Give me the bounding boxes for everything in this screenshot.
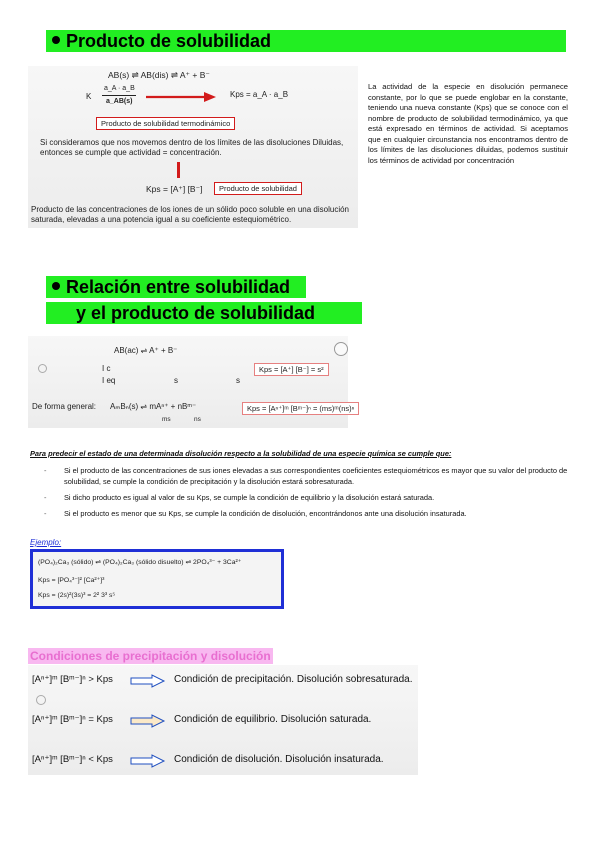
condition-expression: [Aⁿ⁺]ᵐ [Bᵐ⁻]ⁿ < Kps <box>32 754 113 765</box>
section-title-producto-solubilidad: Producto de solubilidad <box>46 30 566 52</box>
side-explanation: La actividad de la especie en disolución permanece constante, por lo que se puede englobar en la constante, teniendo una nueva constante (Kps) que se conoce con el nombre de producto de solubilidad termodinámico, ya que está expresado en términos de actividad. Si aceptamos que en cualquier circunstancia nos encontramos dentro de los límites de las disoluciones diluidas, podemos sustituir los términos de actividad por concentración <box>368 82 568 165</box>
fraction-line <box>102 95 136 96</box>
decorative-circle-icon <box>38 364 47 373</box>
general-equation: AₘBₙ(s) ⇌ mAⁿ⁺ + nBᵐ⁻ <box>110 402 197 411</box>
k-label: K <box>86 92 92 101</box>
hollow-right-arrow-icon <box>130 714 166 728</box>
section-title-relacion: Relación entre solubilidad <box>46 276 306 298</box>
decorative-circle-icon <box>36 695 46 705</box>
k-denominator: a_AB(s) <box>106 98 133 105</box>
list-item: - Si el producto de las concentraciones de sus iones elevadas a sus correspondientes coeficientes estequiométricos es mayor que su valor del producto de solubilidad, se cumple la condición de precipitación y la disolución estará sobresaturada. <box>30 465 572 487</box>
list-item: - Si dicho producto es igual al valor de su Kps, se cumple la condición de equilibrio y la disolución estará saturada. <box>30 492 572 503</box>
condition-expression: [Aⁿ⁺]ᵐ [Bᵐ⁻]ⁿ = Kps <box>32 714 113 725</box>
definition-text: Producto de las concentraciones de los iones de un sólido poco soluble en una disolución saturada, elevadas a una potencia igual a su coeficiente estequiométrico. <box>31 205 349 224</box>
example-line-2: Kps = [PO₄³⁻]² [Ca²⁺]³ <box>38 577 105 584</box>
thermodynamic-product-box: Producto de solubilidad termodinámico <box>96 117 235 130</box>
bullet-icon <box>52 36 60 44</box>
example-line-3: Kps = (2s)²(3s)³ = 2² 3³ s⁵ <box>38 592 116 599</box>
row-equilibrium: I eq <box>102 376 116 385</box>
section-title-relacion-line2: y el producto de solubilidad <box>46 302 362 324</box>
s-value-2: s <box>236 376 240 385</box>
condition-expression: [Aⁿ⁺]ᵐ [Bᵐ⁻]ⁿ > Kps <box>32 674 113 685</box>
decorative-circle-icon <box>334 342 348 356</box>
condition-row-equilibrium <box>32 713 416 729</box>
s-value-1: s <box>174 376 178 385</box>
solubility-product-box: Producto de solubilidad <box>214 182 302 195</box>
ms-value: ms <box>162 416 171 423</box>
condition-text: Condición de equilibrio. Disolución saturada. <box>174 714 372 725</box>
example-label: Ejemplo: <box>30 538 62 547</box>
ksp-activity: Kps = a_A · a_B <box>230 90 289 99</box>
bullet-icon <box>52 282 60 290</box>
k-numerator: a_A · a_B <box>104 85 135 92</box>
red-right-arrow-icon <box>146 92 216 102</box>
conditions-title: Condiciones de precipitación y disolución <box>30 649 271 663</box>
solubility-relation-panel <box>28 336 355 428</box>
hollow-right-arrow-icon <box>130 674 166 688</box>
ksp-s-squared-box: Kps = [A⁺] [B⁻] = s² <box>254 363 329 376</box>
predict-heading: Para predecir el estado de una determinada disolución respecto a la solubilidad de una especie química se cumple que: <box>30 449 452 458</box>
list-item: - Si el producto es menor que su Kps, se cumple la condición de disolución, encontrándonos ante una disolución insaturada. <box>30 508 572 519</box>
red-down-marker <box>177 162 180 178</box>
ksp-concentration: Kps = [A⁺] [B⁻] <box>146 184 203 194</box>
dissociation-equation: AB(ac) ⇌ A⁺ + B⁻ <box>114 346 178 355</box>
equilibrium-equation: AB(s) ⇌ AB(dis) ⇌ A⁺ + B⁻ <box>108 70 210 80</box>
conditions-panel <box>28 665 418 775</box>
ns-value: ns <box>194 416 201 423</box>
row-initial: I c <box>102 364 111 373</box>
condition-points-list <box>30 465 572 524</box>
condition-row-precipitation <box>32 673 416 689</box>
condition-text: Condición de precipitación. Disolución sobresaturada. <box>174 674 413 685</box>
condition-row-dissolution <box>32 753 416 769</box>
condition-text: Condición de disolución. Disolución insaturada. <box>174 754 384 765</box>
dilute-note: Si consideramos que nos movemos dentro de los límites de las disoluciones Diluidas, entonces se cumple que actividad = concentración. <box>40 138 344 157</box>
hollow-right-arrow-icon <box>130 754 166 768</box>
example-line-1: (PO₄)₂Ca₃ (sólido) ⇌ (PO₄)₂Ca₃ (sólido disuelto) ⇌ 2PO₄³⁻ + 3Ca²⁺ <box>38 559 242 566</box>
general-ksp-box: Kps = [Aⁿ⁺]ᵐ [Bᵐ⁻]ⁿ = (ms)ᵐ(ns)ⁿ <box>242 402 359 415</box>
general-label: De forma general: <box>32 402 97 411</box>
solubility-product-panel <box>28 66 358 228</box>
example-box <box>30 549 284 609</box>
